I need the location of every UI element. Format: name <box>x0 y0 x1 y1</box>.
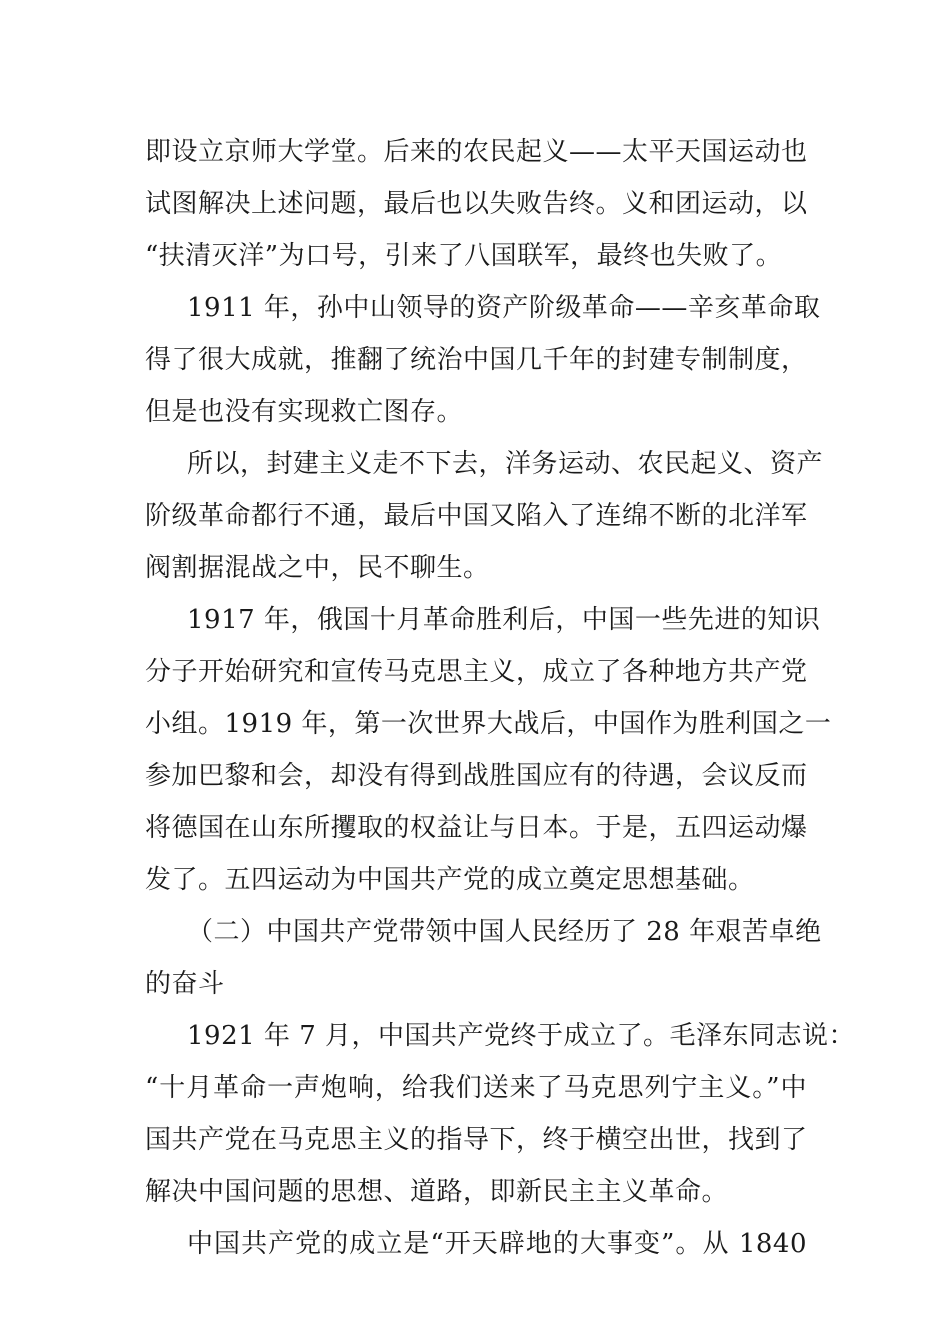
text-line: 即设立京师大学堂。后来的农民起义——太平天国运动也 <box>145 137 808 167</box>
text-line: 发了。五四运动为中国共产党的成立奠定思想基础。 <box>145 865 755 895</box>
text-line: “十月革命一声炮响，给我们送来了马克思列宁主义。”中 <box>145 1073 807 1103</box>
text-line: 1921 年 7 月，中国共产党终于成立了。毛泽东同志说： <box>187 1021 856 1051</box>
text-line: 得了很大成就，推翻了统治中国几千年的封建专制制度， <box>145 345 808 375</box>
text-line: 所以，封建主义走不下去，洋务运动、农民起义、资产 <box>187 449 824 479</box>
text-line: 将德国在山东所攫取的权益让与日本。于是，五四运动爆 <box>145 813 808 843</box>
text-line: 阀割据混战之中，民不聊生。 <box>145 553 490 583</box>
text-line: “扶清灭洋”为口号，引来了八国联军，最终也失败了。 <box>145 241 783 271</box>
section-heading: （二）中国共产党带领中国人民经历了 28 年艰苦卓绝 <box>187 917 822 947</box>
text-line: 1917 年，俄国十月革命胜利后，中国一些先进的知识 <box>187 605 821 635</box>
text-line: 中国共产党的成立是“开天辟地的大事变”。从 1840 <box>187 1229 807 1259</box>
section-heading: 的奋斗 <box>145 969 225 999</box>
text-line: 但是也没有实现救亡图存。 <box>145 397 464 427</box>
text-line: 解决中国问题的思想、道路，即新民主主义革命。 <box>145 1177 729 1207</box>
text-line: 小组。1919 年，第一次世界大战后，中国作为胜利国之一 <box>145 709 832 739</box>
text-line: 阶级革命都行不通，最后中国又陷入了连绵不断的北洋军 <box>145 501 808 531</box>
text-line: 试图解决上述问题，最后也以失败告终。义和团运动，以 <box>145 189 808 219</box>
text-line: 分子开始研究和宣传马克思主义，成立了各种地方共产党 <box>145 657 808 687</box>
text-line: 参加巴黎和会，却没有得到战胜国应有的待遇，会议反而 <box>145 761 808 791</box>
text-line: 国共产党在马克思主义的指导下，终于横空出世，找到了 <box>145 1125 808 1155</box>
text-line: 1911 年，孙中山领导的资产阶级革命——辛亥革命取 <box>187 293 821 323</box>
